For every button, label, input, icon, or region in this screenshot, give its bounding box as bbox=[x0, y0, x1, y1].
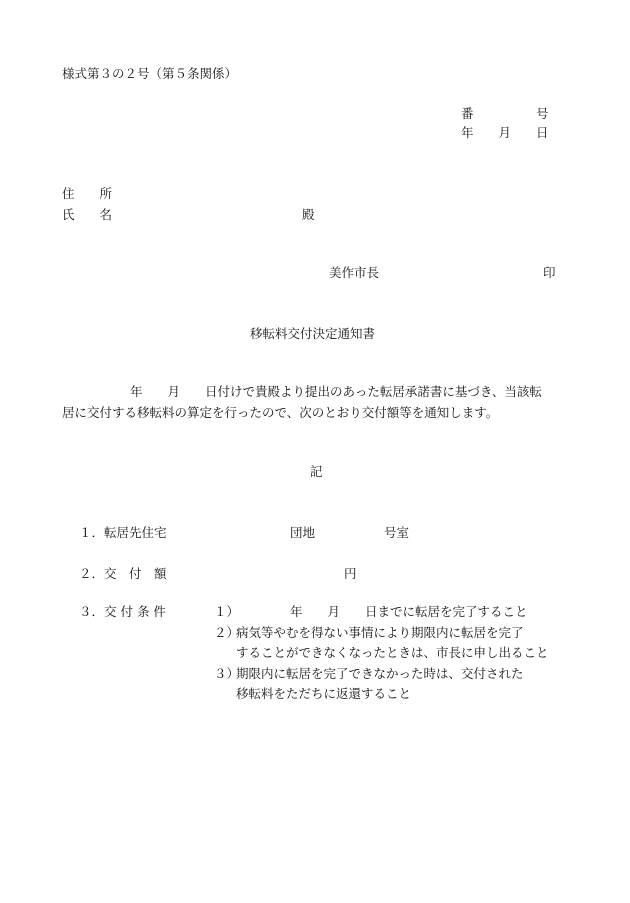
condition-1-number: １） bbox=[214, 604, 240, 619]
condition-3-number: ３） bbox=[214, 666, 240, 681]
issuer-seal: 印 bbox=[543, 265, 556, 280]
item3-label: ３．交 付 条 件 bbox=[79, 604, 166, 619]
condition-3-text-b: 移転料をただちに返還すること bbox=[236, 686, 412, 701]
item1-danchi: 団地 bbox=[290, 525, 316, 540]
item1-label: １．転居先住宅 bbox=[79, 525, 167, 540]
form-number: 様式第３の２号（第５条関係） bbox=[62, 66, 238, 81]
issuer-name: 美作市長 bbox=[329, 265, 380, 280]
document-date-line: 年 月 日 bbox=[461, 125, 549, 140]
item2-yen: 円 bbox=[344, 566, 357, 581]
body-line-2: 居に交付する移転料の算定を行ったので、次のとおり交付額等を通知します。 bbox=[62, 405, 499, 420]
body-line-1: 年 月 日付けで貴殿より提出のあった転居承諾書に基づき、当該転 bbox=[130, 384, 542, 399]
condition-3-text-a: 期限内に転居を完了できなかった時は、交付された bbox=[236, 666, 524, 681]
condition-2-text-b: することができなくなったときは、市長に申し出ること bbox=[236, 645, 549, 660]
item1-room: 号室 bbox=[384, 525, 410, 540]
condition-1-text: 年 月 日までに転居を完了すること bbox=[290, 604, 528, 619]
document-title: 移転料交付決定通知書 bbox=[250, 326, 376, 341]
recipient-honorific: 殿 bbox=[302, 207, 315, 222]
ki-heading: 記 bbox=[310, 464, 323, 479]
item2-label: ２．交 付 額 bbox=[79, 566, 167, 581]
condition-2-text-a: 病気等やむを得ない事情により期限内に転居を完了 bbox=[236, 625, 524, 640]
document-number-line: 番 号 bbox=[461, 106, 549, 121]
condition-2-number: ２） bbox=[214, 625, 240, 640]
recipient-address-label: 住 所 bbox=[62, 186, 113, 201]
recipient-name-label: 氏 名 bbox=[62, 207, 113, 222]
